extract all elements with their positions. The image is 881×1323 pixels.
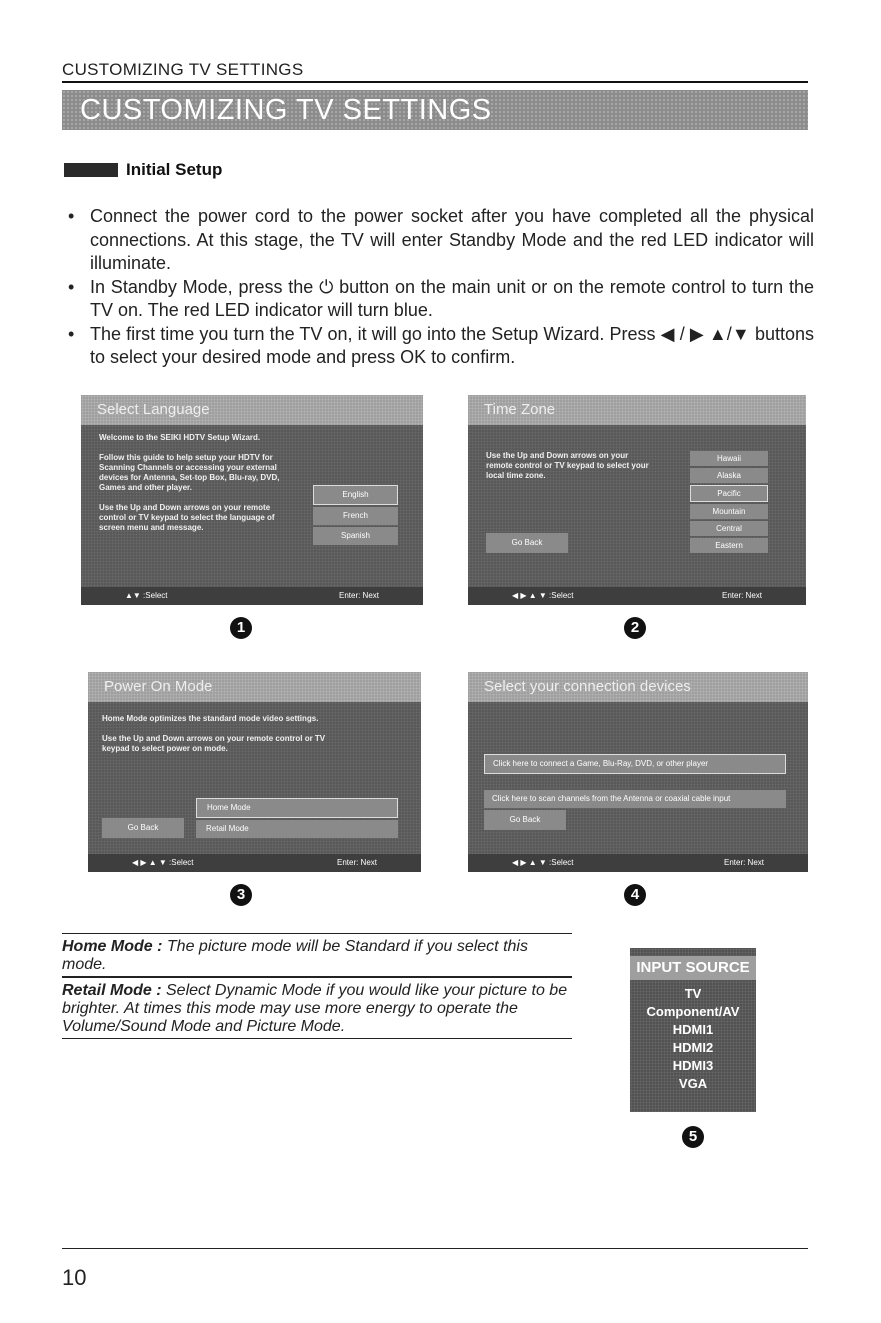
option-french[interactable]: French [313, 507, 398, 525]
go-back-button[interactable]: Go Back [484, 810, 566, 830]
option-hawaii[interactable]: Hawaii [690, 451, 768, 466]
list-item: • Connect the power cord to the power socket after you have completed all the physical connections. At this stage, the TV will enter Standby Mode and the red LED indicator will illuminate. [68, 206, 814, 273]
step-number-2: 2 [624, 617, 646, 639]
screen-footer: ◀ ▶ ▲ ▼ :Select Enter: Next [468, 587, 806, 605]
option-scan-channels[interactable]: Click here to scan channels from the Antenna or coaxial cable input [484, 790, 786, 808]
option-retail-mode[interactable]: Retail Mode [196, 820, 398, 838]
option-mountain[interactable]: Mountain [690, 504, 768, 519]
screen-footer: ▲▼ :Select Enter: Next [81, 587, 423, 605]
list-item: • The first time you turn the TV on, it will go into the Setup Wizard. Press ◀ / ▶ ▲/▼ buttons to select your desired mode and press OK to confirm. [68, 323, 814, 367]
option-list [484, 754, 786, 818]
screen-connection-devices [468, 672, 808, 872]
go-back-button[interactable]: Go Back [102, 818, 184, 838]
option-english[interactable]: English [313, 485, 398, 505]
screen-body: Use the Up and Down arrows on your remote control or TV keypad to select your local time zone. [486, 451, 649, 480]
screen-title: Time Zone [468, 395, 806, 425]
screen-title: Select your connection devices [468, 672, 808, 702]
step-number-1: 1 [230, 617, 252, 639]
input-option-hdmi2[interactable]: HDMI2 [672, 1040, 714, 1055]
option-list [690, 451, 768, 555]
screen-footer: ◀ ▶ ▲ ▼ :Select Enter: Next [468, 854, 808, 872]
note-rule [62, 1038, 572, 1039]
section-title: Initial Setup [126, 160, 223, 179]
screen-body: Welcome to the SEIKI HDTV Setup Wizard. Follow this guide to help setup your HDTV for Scanning Channels or accessing your external devices for Antenna, Set-top Box, Blu-ray, DVD, Games and other player. Use the Up and Down arrows on your remote control or TV keypad to select the language of screen menu and message. [99, 433, 280, 532]
mode-notes [62, 933, 572, 1039]
option-eastern[interactable]: Eastern [690, 538, 768, 553]
step-number-5: 5 [682, 1126, 704, 1148]
page-number: 10 [62, 1265, 87, 1290]
input-option-hdmi1[interactable]: HDMI1 [672, 1022, 714, 1037]
input-option-tv[interactable]: TV [684, 986, 702, 1001]
input-source-menu [630, 948, 756, 1112]
running-header: CUSTOMIZING TV SETTINGS [62, 60, 304, 79]
screen-time-zone [468, 395, 806, 605]
screen-footer: ◀ ▶ ▲ ▼ :Select Enter: Next [88, 854, 421, 872]
input-option-hdmi3[interactable]: HDMI3 [672, 1058, 714, 1073]
option-list [196, 798, 398, 840]
screen-power-on-mode [88, 672, 421, 872]
note-retail-mode: Retail Mode : Select Dynamic Mode if you would like your picture to be brighter. At times this mode may use more energy to operate the Volume/Sound Mode and Picture Mode. [62, 982, 568, 1035]
step-number-3: 3 [230, 884, 252, 906]
screen-title: Select Language [81, 395, 423, 425]
heading-bar [64, 163, 118, 177]
input-option-vga[interactable]: VGA [678, 1076, 708, 1091]
option-alaska[interactable]: Alaska [690, 468, 768, 483]
banner-title: CUSTOMIZING TV SETTINGS [80, 94, 492, 126]
section-banner [62, 90, 808, 130]
option-list [313, 485, 398, 547]
note-home-mode: Home Mode : The picture mode will be Standard if you select this mode. [62, 938, 528, 973]
step-number-4: 4 [624, 884, 646, 906]
screen-body: Home Mode optimizes the standard mode video settings. Use the Up and Down arrows on your remote control or TV keypad to select power on mode. [102, 714, 326, 753]
section-heading [64, 160, 222, 180]
option-central[interactable]: Central [690, 521, 768, 536]
option-home-mode[interactable]: Home Mode [196, 798, 398, 818]
option-connect-player[interactable]: Click here to connect a Game, Blu-Ray, DVD, or other player [484, 754, 786, 774]
option-pacific[interactable]: Pacific [690, 485, 768, 502]
screen-select-language [81, 395, 423, 605]
input-option-component[interactable]: Component/AV [646, 1004, 740, 1019]
list-item: • In Standby Mode, press the ⏻ button on the main unit or on the remote control to turn the TV on. The red LED indicator will turn blue. [68, 276, 814, 320]
instruction-list [64, 205, 814, 370]
header-rule [62, 81, 808, 83]
screen-title: Power On Mode [88, 672, 421, 702]
footer-rule [62, 1248, 808, 1249]
go-back-button[interactable]: Go Back [486, 533, 568, 553]
input-source-title: INPUT SOURCE [630, 956, 756, 980]
option-spanish[interactable]: Spanish [313, 527, 398, 545]
